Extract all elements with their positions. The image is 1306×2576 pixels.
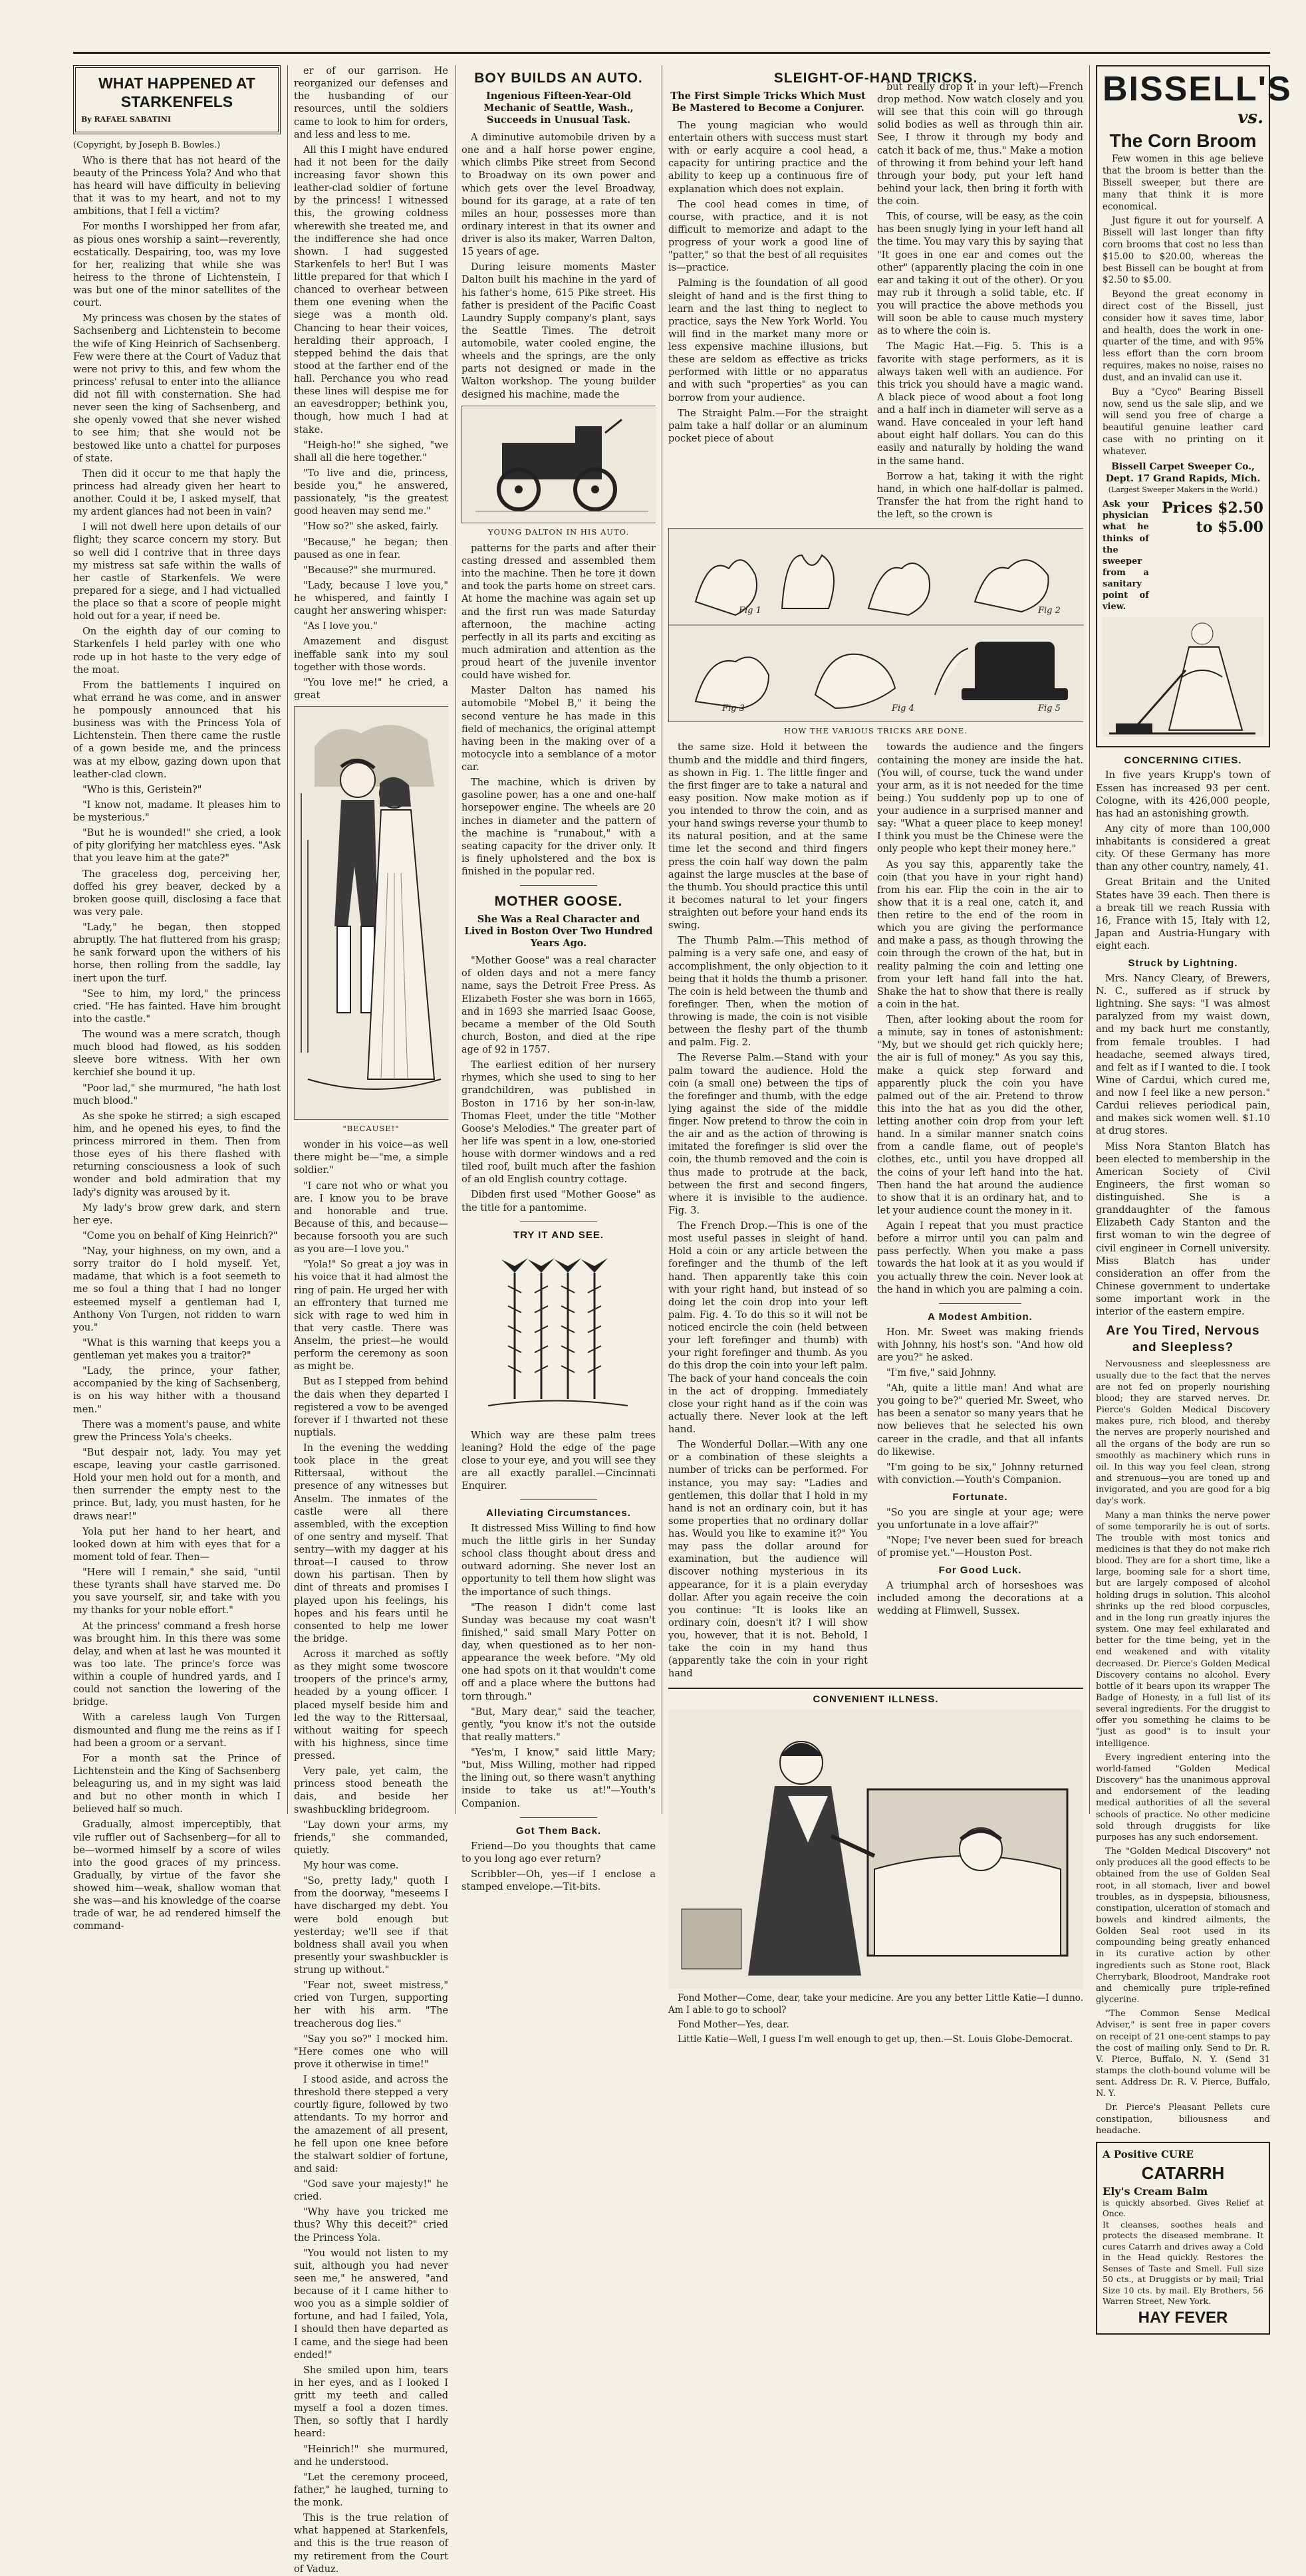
story-body-continued: [294, 65, 448, 702]
catarrh-ad: [1096, 2142, 1270, 2335]
headline-fortunate: Fortunate.: [952, 1491, 1008, 1503]
story-title: WHAT HAPPENED AT STARKENFELS: [98, 74, 255, 110]
paragraph: I will not dwell here upon details of our flight; they scarce concern my story. But so well did I contrive that in three days my mistress sat safe within the walls of her castle of Starkenfels. We were prepared for a siege, and I had victualled the place so that a score of people might hold out for a year, if need be.: [73, 522, 281, 622]
paragraph: Many a man thinks the nerve power of some temporarily he is out of sorts. The trouble with most tonics and medicines is that they do not make rich blood. They are for a short time, like a large, booming sale for a short time, but are largely composed of alcohol holding drugs in solution. This alcohol shrinks up the red blood corpuscles, and in the long run greatly injures the system. One may feel exhilarated and better for the time being, yet in the end weakened and with vitality decreased. Dr. Pierce's Golden Medical Discovery contains no alcohol. Every bottle of it bears upon its wrapper The Badge of Honesty, in a full list of its several ingredients. For the druggist to offer you something he claims to be "just as good" is to insult your intelligence.: [1096, 1510, 1270, 1749]
paragraph: Few women in this age believe that the broom is better than the Bissell sweeper, but there are many that think it is more economical.: [1103, 154, 1263, 212]
paragraph: The French Drop.—This is one of the most useful passes in sleight of hand. Hold a coin or any article between the forefinger and the thumb of the left hand. Then apparently take this coin with your right hand, but instead of so doing let the coin drop into your left palm. Fig. 4. To do this so it will not be noticed encircle the coin (held between your left forefinger and thumb) with your right forefinger and thumb. As you do this drop the coin into your left palm. The back of your hand conceals the coin in the act of dropping. Immediately close your right hand as if the coin was actually there. Never look at the left hand.: [668, 1221, 868, 1436]
paragraph: Dr. Pierce's Pleasant Pellets cure constipation, biliousness and headache.: [1096, 2103, 1270, 2136]
paragraph: "Lay down your arms, my friends," she commanded, quietly.: [294, 1819, 448, 1856]
paragraph: "Let the ceremony proceed, father," he laughed, turning to the monk.: [294, 2472, 448, 2509]
separator: [520, 1817, 598, 1818]
paragraph: Buy a "Cyco" Bearing Bissell now, send us the sale slip, and we will send you free of charge a beautiful genuine leather card case with no printing on it whatever.: [1103, 386, 1263, 457]
paragraph: "The Common Sense Medical Adviser," is sent free in paper covers on receipt of 21 one-cent stamps to pay the cost of mailing only. Send to Dr. R. V. Pierce, Buffalo, N. Y. (Send 31 stamps the cloth-bound volume will be sent. Address Dr. R. V. Pierce, Buffalo, N. Y.: [1096, 2009, 1270, 2099]
separator: [939, 1303, 1021, 1304]
paragraph: The Wonderful Dollar.—With any one or a combination of these sleights a number of tricks can be performed. For instance, you may say: "Ladies and gentlemen, this dollar that I hold in my hand is not an ordinary coin, but it has some properties that no ordinary dollar has. Would you like to examine it?" You may pass the dollar around for examination, but the audience will discover nothing mysterious in its appearance, for it is a plain everyday dollar. After you again receive the coin you continue: "It is looks like an ordinary coin, doesn't it? I will show you, however, that it is not. Behold, I take the coin in my hand thus (apparently take the coin in your right hand: [668, 1440, 868, 1680]
paragraph: The young magician who would entertain others with success must start with or early acquire a cool head, a capacity for untiring practice and the ability to keep up a continuous fire of explanation which does not explain.: [668, 120, 868, 195]
paragraph: "I know not, madame. It pleases him to be mysterious.": [73, 799, 281, 824]
sleight-bottom-row: [668, 741, 1083, 1683]
bissell-company: Bissell Carpet Sweeper Co., Dept. 17 Grand Rapids, Mich.: [1105, 461, 1261, 485]
headline-mother-goose: MOTHER GOOSE.: [494, 894, 623, 910]
bissell-body: [1103, 154, 1263, 457]
paragraph: Very pale, yet calm, the princess stood beneath the dais, and beside her swashbuckling bridegroom.: [294, 1766, 448, 1815]
paragraph: As she spoke he stirred; a sigh escaped him, and he opened his eyes, to find the princess mirrored in them. Then from those eyes of his there flashed with returning consciousness a look of such wonder and bold admiration that my lady's dignity was aroused by it.: [73, 1110, 281, 1198]
paragraph: Master Dalton has named his automobile "Mobel B," it being the second venture he has made in this field of mechanics, the original attempt having been in the making over of a motocycle into a semblance of a motor car.: [461, 686, 656, 773]
paragraph: There was a moment's pause, and white grew the Princess Yola's cheeks.: [73, 1419, 281, 1443]
paragraph: A diminutive automobile driven by a one and a half horse power engine, which climbs Pike street from Second to Broadway on its own power and which gets over the level Broadway, bound for its garage, at a rate of ten miles an hour, possesses more than ordinary interest in that its owner and driver is also its maker, Warren Dalton, 15 years of age.: [461, 132, 656, 258]
sleight-col-d-body: [877, 741, 1083, 1296]
paragraph: Dibden first used "Mother Goose" as the title for a pantomime.: [461, 1190, 656, 1214]
paragraph: I stood aside, and across the threshold there stepped a very courtly figure, followed by two attendants. To my horror and the amazement of all present, he fell upon one knee before the stalwart soldier of fortune, and said:: [294, 2075, 448, 2174]
bissell-bottom: [1103, 499, 1263, 613]
catarrh-title: CATARRH: [1141, 2162, 1225, 2183]
paragraph: "Lady, because I love you," he whispered, and faintly I caught her answering whisper:: [294, 580, 448, 617]
article-body-try-it: [461, 1430, 656, 1493]
paragraph: Borrow a hat, taking it with the right hand, in which one half-dollar is palmed. Transfer the hat from the right hand to the left, so the crown is: [877, 471, 1083, 521]
paragraph: My hour was come.: [303, 1861, 399, 1872]
paragraph: "Lady," he began, then stopped abruptly. The hat fluttered from his grasp; he sank forward upon the withers of his horse, then rolling from the saddle, lay inert upon the turf.: [73, 922, 281, 984]
headline-lightning: Struck by Lightning.: [1128, 958, 1238, 969]
paragraph: The machine, which is driven by gasoline power, has a one and one-half horsepower engine. The wheels are 20 inches in diameter and the pattern of the machine is "runabout," with a seating capacity for the driver only. It is finely upholstered and the box is finished in the popular red.: [461, 777, 656, 878]
paragraph: The Straight Palm.—For the straight palm take a half dollar or an aluminum pocket piece of about: [668, 408, 868, 444]
paragraph: "To live and die, princess, beside you," he answered, passionately, "is the greatest good heaven may send me.": [294, 467, 448, 517]
bissell-ask: Ask your physician what he thinks of the sweeper from a sanitary point of view.: [1103, 499, 1149, 612]
headline-got-them-back: Got Them Back.: [515, 1825, 602, 1837]
newspaper-page: [73, 52, 1292, 2575]
column-sleight-of-hand: [668, 65, 1083, 2045]
headline-good-luck: For Good Luck.: [938, 1565, 1022, 1577]
subhead-sleight: The First Simple Tricks Which Must Be Mastered to Become a Conjurer.: [670, 90, 866, 114]
illness-dialog: [668, 1993, 1083, 2045]
subhead-boy-auto: Ingenious Fifteen-Year-Old Mechanic of Seattle, Wash., Succeeds in Unusual Task.: [483, 90, 634, 126]
paragraph: In the evening the wedding took place in the great Rittersaal, without the presence of any witnesses but Anselm. The inmates of the castle were all there assembled, with the exception of one sentry and myself. That sentry—with my dagger at his throat—I caused to throw down his partisan. Then by dint of threats and promises I played upon his feelings, his hopes and his fears until he consented to help me lower the bridge.: [294, 1443, 448, 1644]
paragraph: "Because?" she murmured.: [303, 565, 436, 576]
paragraph: But as I stepped from behind the dais when they departed I registered a vow to be avenged forever if I thwarted not these nuptials.: [294, 1376, 448, 1438]
paragraph: Then, after looking about the room for a minute, say in tones of astonishment: "My, but we should get rich quickly here; the air is full of money." As you say this, make a quick step forward and apparently pluck the coin you have palmed out of the air. Pretend to throw this into the hat as you did the other, letting another coin drop from your left hand. In a similar manner snatch coins from a candle flame, out of people's clothes, etc., until you have dropped all the coins of your left hand into the hat. Then hand the hat around the audience to show that it is an ordinary hat, and to let your audience count the money in it.: [877, 1015, 1083, 1216]
paragraph: As you say this, apparently take the coin (that you have in your right hand) from his ear. Flip the coin in the air to show that it is a real one, catch it, and then retire to the end of the room in which you are giving the performance and make a pass, as though throwing the coin through the crown of the hat, but in reality palming the coin and letting one from your left hand fall into the hat. Shake the hat to show that there is really a coin in the hat.: [877, 859, 1083, 1010]
paragraph: "How so?" she asked, fairly.: [303, 521, 439, 533]
paragraph: At the princess' command a fresh horse was brought him. In this there was some delay, and when at last he was mounted it was too late. The prince's force was within a couple of hundred yards, and I could not sanction the lowering of the bridge.: [73, 1620, 281, 1708]
paragraph: "So, pretty lady," quoth I from the doorway, "meseems I have discharged my debt. You were bold enough but yesterday; we'll see if that boldness shall avail you when presently your swashbuckler is strung up without.": [294, 1876, 448, 1976]
paragraph: Across it marched as softly as they might some twoscore troopers of the prince's army, headed by a young officer. I placed myself beside him and led the way to the Rittersaal, without waiting for speech with his highness, since time pressed.: [294, 1649, 448, 1762]
illustration-illness: [668, 1710, 1083, 1989]
paragraph: "Who is this, Geristein?": [82, 784, 202, 795]
separator: [520, 885, 598, 886]
figure-caption: HOW THE VARIOUS TRICKS ARE DONE.: [784, 726, 968, 736]
paragraph: "But despair not, lady. You may yet escape, leaving your castle garrisoned. Hold your men hold out for a month, and then surrender the empty nest to the prince. But, lady, you must hasten, for he draws near!": [73, 1447, 281, 1522]
paragraph: towards the audience and the fingers containing the money are inside the hat. (You will, of course, tuck the wand under your arm, as it is not needed for the time being.) You suddenly pop up to one of your audience in a surprised manner and say: "What a queer place to keep money! I think you must be the Chinese were the only people who kept their money here.": [877, 742, 1083, 855]
paragraph: "So you are single at your age; were you unfortunate in a love affair?": [877, 1507, 1083, 1531]
paragraph: My princess was chosen by the states of Sachsenberg and Lichtenstein to become the wife of King Heinrich of Sachsenberg. Few were there at the Court of Vaduz that were not privy to this, and few whom the princess' refusal to enter into the alliance did not fill with consternation. She had never seen the king of Sachsenberg, and she openly vowed that she never wished to see him; that she would not be bestowed like unto a chattel for purposes of state.: [73, 313, 281, 464]
figure-label: Fig 4: [892, 704, 914, 714]
paragraph: During leisure moments Master Dalton built his machine in the yard of his father's home, 615 Pike street. His father is president of the Pacific Coast Laundry Supply company's plant, says the Seattle Times. The detroit automobile, water cooled engine, the wheels and the springs, are the only parts not designed or made in the Walton workshop. The young builder designed his machine, made the: [461, 262, 656, 400]
figure-label: Fig 2: [1038, 606, 1061, 616]
paragraph: Little Katie—Well, I guess I'm well enough to get up, then.—St. Louis Globe-Democrat.: [678, 2033, 1073, 2045]
woman-sweeper-illustration: [1103, 617, 1262, 737]
byline: By RAFAEL SABATINI: [81, 115, 172, 124]
sleight-col-a: [668, 120, 868, 524]
paragraph: In five years Krupp's town of Essen has increased 93 per cent. Cologne, with its 426,000 people, has had an astonishing growth.: [1096, 770, 1270, 819]
paragraph: "As I love you.": [303, 621, 378, 632]
paragraph: "Nay, your highness, on my own, and a sorry traitor do I hold myself. Yet, madame, that which is a foot seemeth to me so foul a thing that I had no longer esteemed myself a gentleman had I, Anthony Von Turgen, not ridden to warn you.": [73, 1246, 281, 1333]
paragraph: "But, Mary dear," said the teacher, gently, "you know it's not the outside that really matters.": [461, 1706, 656, 1743]
paragraph: Fond Mother—Yes, dear.: [678, 2019, 789, 2030]
paragraph: Who is there that has not heard of the beauty of the Princess Yola? And who that has heard will have difficulty in believing that it was to my heart, and not to my ambitions, that I fell a victim?: [73, 155, 281, 217]
paragraph: er of our garrison. He reorganized our defenses and the husbanding of our resources, until the soldiers came to look to him for orders, and less and less to me.: [294, 66, 448, 140]
illustration-caption: "BECAUSE!": [342, 1124, 400, 1133]
column-divider: [455, 65, 456, 1814]
paragraph: The Magic Hat.—Fig. 5. This is a favorite with stage performers, as it is always taken well with an audience. For this trick you should have a magic wand. A black piece of wood about a foot long and a half inch in diameter will serve as a wand. Have concealed in your left hand about eight half dollars. You can do this easily and naturally by holding the wand in the same hand.: [877, 341, 1083, 467]
car-illustration: [462, 406, 656, 523]
headline-modest-ambition: A Modest Ambition.: [928, 1311, 1033, 1323]
bissell-vs: vs.: [1238, 108, 1263, 128]
bissell-largest: (Largest Sweeper Makers in the World.): [1108, 485, 1258, 494]
paragraph: The earliest edition of her nursery rhymes, which she used to sing to her grandchildren, was published in Boston in 1716 by her son-in-law, Thomas Fleet, under the title "Mother Goose's Melodies." The greater part of her life was spent in a low, one-storied house with dormer windows and a red tiled roof, built much after the fashion of an old English country cottage.: [461, 1060, 656, 1186]
paragraph: The Reverse Palm.—Stand with your palm toward the audience. Hold the coin (a small one) between the tips of the forefinger and thumb, with the edge lying against the side of the middle finger. Now pretend to throw the coin in the air and as the action of throwing is imitated the forefinger is slid over the coin, the thumb removed and the coin is thus made to protrude at the back, between the first and second fingers, where it is invisible to the audience. Fig. 3.: [668, 1053, 868, 1216]
sleight-col-c: [668, 741, 868, 1683]
top-rule: [73, 52, 1270, 54]
paragraph: Any city of more than 100,000 inhabitants is considered a great city. Of these Germany has more than any other country, namely, 41.: [1096, 823, 1270, 873]
paragraph: "The reason I didn't come last Sunday was because my coat wasn't finished," said small Mary Potter on day, when questioned as to her non-appearance the week before. "My old one had spots on it that wouldn't come off and a place where the buttons had torn through.": [461, 1602, 656, 1702]
paragraph: Just figure it out for yourself. A Bissell will last longer than fifty corn brooms that cost no less than $15.00 to $20.00, whereas the best Bissell can be bought at from $2.50 to $5.00.: [1103, 215, 1263, 286]
paragraph: She smiled upon him, tears in her eyes, and as I looked I gritt my teeth and called myself a fool a dozen times. Then, so softly that I hardly heard:: [294, 2365, 448, 2440]
headline-boy-auto: BOY BUILDS AN AUTO.: [474, 70, 643, 86]
paragraph: "You would not listen to my suit, although you had never seen me," he answered, "and because of it I came hither to woo you as a simple soldier of fortune, and had I failed, Yola, I should then have departed as I came, and the siege had been ended!": [294, 2248, 448, 2361]
catarrh-hay-fever: HAY FEVER: [1138, 2308, 1228, 2327]
paragraph: "Why have you tricked me thus? Why this deceit?" cried the Princess Yola.: [294, 2207, 448, 2244]
auto-caption: YOUNG DALTON IN HIS AUTO.: [487, 527, 630, 537]
paragraph: Beyond the great economy in direct cost of the Bissell, just consider how it saves time, labor and health, does the work in one-quarter of the time, and with 95% less effort than the corn broom requires, makes no noise, raises no dust, and an invalid can use it.: [1103, 289, 1263, 383]
paragraph: "You love me!" he cried, a great: [294, 677, 448, 701]
couple-illustration: [295, 707, 449, 1119]
paragraph: Then did it occur to me that haply the princess had already given her heart to another. Could it be, I asked myself, that my ardent glances had not been in vain?: [73, 468, 281, 518]
paragraph: Hon. Mr. Sweet was making friends with Johnny, his host's son. "And how old are you?" he asked.: [877, 1327, 1083, 1363]
paragraph: Nervousness and sleeplessness are usually due to the fact that the nerves are not fed on properly nourishing blood; they are starved nerves. Dr. Pierce's Golden Medical Discovery makes pure, rich blood, and thereby the nerves are properly nourished and all the organs of the body are run so smoothly as machinery which runs in oil. In this way you feel clean, strong and strenuous—you are toned up and invigorated, and you are good for a big day's work.: [1096, 1359, 1270, 1507]
paragraph: Miss Nora Stanton Blatch has been elected to membership in the American Society of Civil Engineers, the first woman so distinguished. She is a granddaughter of the famous Elizabeth Cady Stanton and the first woman to win the degree of civil engineer in Cornell university. Miss Blatch has under consideration an offer from the Chinese government to undertake some important work in the interior of the eastern empire.: [1096, 1141, 1270, 1318]
paragraph: The graceless dog, perceiving her, doffed his grey beaver, decked by a broken goose quill, disclosing a face that was very pale.: [73, 868, 281, 918]
paragraph: "I'm going to be six," Johnny returned with conviction.—Youth's Companion.: [877, 1462, 1083, 1485]
paragraph: The "Golden Medical Discovery" not only produces all the good effects to be obtained from the use of Golden Seal root, in all stomach, liver and bowel troubles, as in dyspepsia, biliousness, constipation, ulceration of stomach and bowels and kindred ailments, the Golden Seal root used in its compounding being greatly enhanced in its curative action by other ingredients such as Stone root, Black Cherrybark, Bloodroot, Mandrake root and chemically pure triple-refined glycerine.: [1096, 1847, 1270, 2005]
paragraph: For months I worshipped her from afar, as pious ones worship a saint—reverently, ecstatically. Despairing, too, was my love for her, realizing that while she was heiress to the throne of Lichtenstein, I was but one of the minor satellites of the court.: [73, 221, 281, 309]
bissell-illustration: [1103, 617, 1263, 737]
mother-child-illustration: [668, 1710, 1083, 1989]
paragraph: "God save your majesty!" he cried.: [294, 2179, 448, 2203]
paragraph: Again I repeat that you must practice before a mirror until you can palm and pass perfectly. When you make a pass towards the hat look at it as you would if you actually threw the coin. Never look at the hand in which you are palming a coin.: [877, 1221, 1083, 1295]
paragraph: "Heigh-ho!" she sighed, "we shall all die here together.": [294, 440, 448, 463]
column-ads: [1096, 65, 1292, 2327]
column-auto-mothergoose: [461, 65, 656, 1892]
paragraph: This, of course, will be easy, as the coin has been snugly lying in your left hand all the time. You may vary this by saying that "It goes in one ear and comes out the other" (apparently placing the coin in one ear and taking it out of the other). Or you may rub it through a solid table, etc. If you will practice the above methods you will soon be able to cause much mystery as to where the coin is.: [877, 211, 1083, 337]
paragraph: The Thumb Palm.—This method of palming is a very safe one, and easy of accomplishment, the only objection to it being that it holds the thumb a prisoner. The coin is held between the thumb and forefinger. Then, when the motion of throwing is made, the coin is not visible between the fleshy part of the thumb and palm. Fig. 2.: [668, 936, 868, 1049]
paragraph: "Fear not, sweet mistress," cried von Turgen, supporting her with his arm. "The treacherous dog lies.": [294, 1980, 448, 2029]
paragraph: All this I might have endured had it not been for the daily increasing favor shown this leather-clad soldier of fortune by the princess! I witnessed this, the growing coldness wherewith she treated me, and the indifference she had once shown. I had suggested Starkenfels to her! But I was little prepared for that which I chanced to overhear between them one evening when the siege was a month old. Chancing to hear their voices, heralding their approach, I stepped behind the dais that stood at the farther end of the hall. Perchance you who read these lines will despise me for an eavesdropper; bethink you, though, how much I had at stake.: [294, 144, 448, 436]
paragraph: Gradually, almost imperceptibly, that vile ruffler out of Sachsenberg—for all to be—wormed himself by a score of wiles into the good graces of my princess. Gradually, by virtue of the favor she showed him—weak, shallow woman that she was—and his knowledge of the coarse trade of war, he ad rendered himself the command-: [73, 1819, 281, 1932]
paragraph: Yola put her hand to her heart, and looked down at him with eyes that for a moment told of fear. Then—: [73, 1526, 281, 1563]
story-title-box: [73, 65, 281, 134]
paragraph: Amazement and disgust ineffable sank into my soul together with those words.: [294, 636, 448, 673]
paragraph: "Say you so?" I mocked him. "Here comes one who will prove it otherwise in time!": [294, 2033, 448, 2070]
figure-label: Fig 1: [739, 606, 761, 616]
palm-trees-illusion: [461, 1246, 656, 1426]
paragraph: "I'm five," said Johnny.: [886, 1367, 997, 1378]
paragraph: "But he is wounded!" she cried, a look of pity glorifying her matchless eyes. "Ask that you leave him at the gate?": [73, 828, 281, 864]
paragraph: It distressed Miss Willing to find how much the little girls in her Sunday school class thought about dress and outward adorning. She never lost an opportunity to tell them how slight was the importance of such things.: [461, 1523, 656, 1598]
column-divider: [287, 65, 288, 1814]
article-body-alleviating: [461, 1523, 656, 1811]
column-divider: [1089, 65, 1090, 1814]
pierce-ad-body: [1096, 1358, 1270, 2136]
paragraph: On the eighth day of our coming to Starkenfels I held parley with one who rode up in hot haste to the very edge of the moat.: [73, 626, 281, 676]
article-body-mother-goose: [461, 955, 656, 1215]
illustration-lovers: [294, 706, 448, 1120]
paragraph: "See to him, my lord," the princess cried. "He has fainted. Have him brought into the castle.": [73, 988, 281, 1025]
lightning-body: [1096, 973, 1270, 1319]
figure-label: Fig 5: [1038, 704, 1061, 714]
bissell-ad: [1096, 65, 1292, 747]
paragraph: A triumphal arch of horseshoes was included among the decorations at a wedding at Flimwell, Sussex.: [877, 1581, 1083, 1617]
hand-tricks-figure: [669, 529, 1084, 721]
headline-try-it: TRY IT AND SEE.: [513, 1229, 604, 1241]
figure-label: Fig 3: [722, 704, 745, 714]
bissell-prices: Prices $2.50 to $5.00: [1162, 499, 1263, 537]
sleight-col-d: [877, 741, 1083, 1683]
catarrh-positive: A Positive CURE: [1103, 2148, 1194, 2160]
modest-ambition-body: [877, 1327, 1083, 1487]
separator: [520, 1499, 598, 1500]
paragraph: The wound was a mere scratch, though much blood had flowed, as his sodden sleeve bore witness. With her own kerchief she bound it up.: [73, 1029, 281, 1079]
headline-alleviating: Alleviating Circumstances.: [486, 1507, 631, 1519]
paragraph: With a careless laugh Von Turgen dismounted and flung me the reins as if I had been a groom or a servant.: [73, 1712, 281, 1749]
paragraph: The cool head comes in time, of course, with practice, and it is not difficult to memorize and adapt to the progress of your work a good line of "patter," so that the best of all requisites is—practice.: [668, 199, 868, 274]
paragraph: Palming is the foundation of all good sleight of hand and is the first thing to learn and the last thing to neglect to practice, says the New York World. You will find in the market many more or less expensive machine illusions, but these are seldom as effective as tricks performed with little or no apparatus and with such "properties" as you can borrow from your audience.: [668, 278, 868, 404]
story-body-end: [294, 1139, 448, 2576]
paragraph: My lady's brow grew dark, and stern her eye.: [73, 1202, 281, 1226]
paragraph: "Nope; I've never been sued for breach of promise yet."—Houston Post.: [877, 1535, 1083, 1559]
illustration-palms: [461, 1246, 656, 1426]
good-luck-body: [877, 1580, 1083, 1618]
paragraph: "Lady, the prince, your father, accompanied by the king of Sachsenberg, is on his way hither with a thousand men.": [73, 1366, 281, 1415]
headline-convenient-illness: CONVENIENT ILLNESS.: [813, 1693, 939, 1705]
paragraph: "Mother Goose" was a real character of olden days and not a mere fancy name, says the Detroit Free Press. As Elizabeth Foster she was born in 1665, and in 1693 she married Isaac Goose, became a member of the Old South church, Boston, and died at the ripe age of 92 in 1757.: [461, 956, 656, 1056]
article-body-got-them-back: [461, 1841, 656, 1894]
paragraph: Scribbler—Oh, yes—if I enclose a stamped envelope.—Tit-bits.: [461, 1868, 656, 1892]
paragraph: From the battlements I inquired on what errand he was come, and in answer he pompously announced that his business was with the Princess Yola of Lichtenstein. Then there came the rustle of a gown beside me, and the princess was at my elbow, gazing down upon that leather-clad clown.: [73, 680, 281, 780]
column-starkenfels-continued: [294, 65, 448, 2575]
paragraph: "Yola!" So great a joy was in his voice that it had almost the ring of pain. He urged her with an effrontery that turned me sick with rage to wed him in that very castle. There was Anselm, the priest—he would perform the ceremony as soon as might be.: [294, 1259, 448, 1372]
headline-tired: Are You Tired, Nervous and Sleepless?: [1106, 1324, 1260, 1355]
headline-sleight: SLEIGHT-OF-HAND TRICKS.: [773, 70, 978, 86]
fortunate-body: [877, 1507, 1083, 1561]
sleight-col-b: [877, 81, 1083, 524]
story-body: [73, 155, 281, 1934]
paragraph: Friend—Do you thoughts that came to you long ago ever return?: [461, 1841, 656, 1865]
column-starkenfels: [73, 65, 281, 1932]
paragraph: "I care not who or what you are. I know you to be brave and honorable and true. Because of this, and because—because forsooth you are such as you are—I love you.": [294, 1180, 448, 1255]
paragraph: Fond Mother—Come, dear, take your medicine. Are you any better Little Katie—I dunno. Am I able to go to school?: [668, 1993, 1083, 2016]
paragraph: wonder in his voice—as well there might be—"me, a simple soldier.": [294, 1140, 448, 1176]
paragraph: "Poor lad," she murmured, "he hath lost much blood.": [73, 1083, 281, 1106]
article-body-auto-continued: [461, 543, 656, 878]
paragraph: For a month sat the Prince of Lichtenstein and the King of Sachsenberg beleaguring us, and in my sight was laid and but no other month in which I believed half so much.: [73, 1753, 281, 1815]
paragraph: "Here will I remain," she said, "until these tyrants shall have starved me. Do you save yourself, sir, and take with you my thanks for your noble effort.": [73, 1567, 281, 1616]
bissell-subtitle: The Corn Broom: [1109, 130, 1257, 152]
paragraph: Every ingredient entering into the world-famed "Golden Medical Discovery" has the unanimous approval and endorsement of the leading medical authorities of all the several schools of practice. No other medicine sold through druggists for like purposes has any such endorsement.: [1096, 1752, 1270, 1843]
paragraph: "Ah, quite a little man! And what are you going to be?" queried Mr. Sweet, who has been a senator so many years that he now believes that he selected his own career in the cradle, and that all infants do likewise.: [877, 1383, 1083, 1458]
catarrh-balm: Ely's Cream Balm: [1103, 2185, 1208, 2198]
paragraph: patterns for the parts and after their casting dressed and assembled them into the machine. Then he tore it down and took the parts home on street cars. At home the machine was again set up and the first run was made Saturday afternoon, the machine acting perfectly in all its parts and exciting as much admiration and attention as the proud heart of the juvenile inventor could have wished for.: [461, 543, 656, 682]
illustration-hands: [668, 528, 1083, 722]
headline-cities: CONCERNING CITIES.: [1124, 754, 1242, 766]
article-body-auto: [461, 132, 656, 402]
paragraph: Mrs. Nancy Cleary, of Brewers, N. C., suffered as if struck by lightning. She says: "I was almost paralyzed from my waist down, and my back hurt me constantly, from female troubles. I had headache, seemed always tired, and felt as if I wanted to die. I took Wine of Cardui, which cured me, and now I feel like a new person." Cardui relieves periodical pain, and makes sick women well. $1.10 at drug stores.: [1096, 973, 1270, 1137]
paragraph: Great Britain and the United States have 39 each. Then there is a break till we reach Russia with 16, France with 15, Italy with 12, Japan and Austria-Hungary with eight each.: [1096, 877, 1270, 952]
paragraph: "What is this warning that keeps you a gentleman yet makes you a traitor?": [73, 1337, 281, 1362]
paragraph: "Because," he began; then paused as one in fear.: [294, 537, 448, 561]
cities-body: [1096, 769, 1270, 953]
illustration-auto: [461, 406, 656, 523]
paragraph: "Yes'm, I know," said little Mary; "but, Miss Willing, mother had ripped the lining out, so there wasn't anything inside to take us at!"—Youth's Companion.: [461, 1747, 656, 1809]
subhead-mother-goose: She Was a Real Character and Lived in Boston Over Two Hundred Years Ago.: [464, 913, 653, 950]
paragraph: "Heinrich!" she murmured, and he understood.: [294, 2444, 448, 2468]
catarrh-text: is quickly absorbed. Gives Relief at Once.: [1103, 2198, 1263, 2218]
copyright: (Copyright, by Joseph B. Bowles.): [73, 140, 221, 150]
catarrh-para: It cleanses, soothes heals and protects the diseased membrane. It cures Catarrh and drives away a Cold in the Head quickly. Restores the Senses of Taste and Smell. Full size 50 cts., at Druggists or by mail; Trial Size 10 cts. by mail. Ely Brothers, 56 Warren Street, New York.: [1103, 2219, 1263, 2307]
illness-section: [668, 1688, 1083, 2046]
paragraph: "Come you on behalf of King Heinrich?": [82, 1230, 278, 1241]
paragraph: Which way are these palm trees leaning? Hold the edge of the page close to your eye, and you will see they are all exactly parallel.—Cincinnati Enquirer.: [461, 1430, 656, 1492]
bissell-title: BISSELL'S: [1103, 70, 1292, 108]
paragraph: but really drop it in your left)—French drop method. Now watch closely and you will see that this coin will go through solid bodies as well as through thin air. See, I throw it through my body and catch it back of me, thus." Make a motion of throwing it from behind your left hand through your body, put your left hand behind your lack, then bring it forth with the coin.: [877, 81, 1083, 207]
paragraph: the same size. Hold it between the thumb and the middle and third fingers, as shown in Fig. 1. The little finger and the first finger are to take a natural and easy position. Now make motion as if you intended to throw the coin, and as your hand swings reverse your thumb to its natural position, and at the same time let the second and third fingers press the coin half way down the palm against the large muscles at the base of the thumb. You should practice this until it becomes natural to let your fingers straighten out before your hand ends its swing.: [668, 742, 868, 932]
paragraph: This is the true relation of what happened at Starkenfels, and this is the true reason of my retirement from the Court of Vaduz.: [294, 2513, 448, 2575]
